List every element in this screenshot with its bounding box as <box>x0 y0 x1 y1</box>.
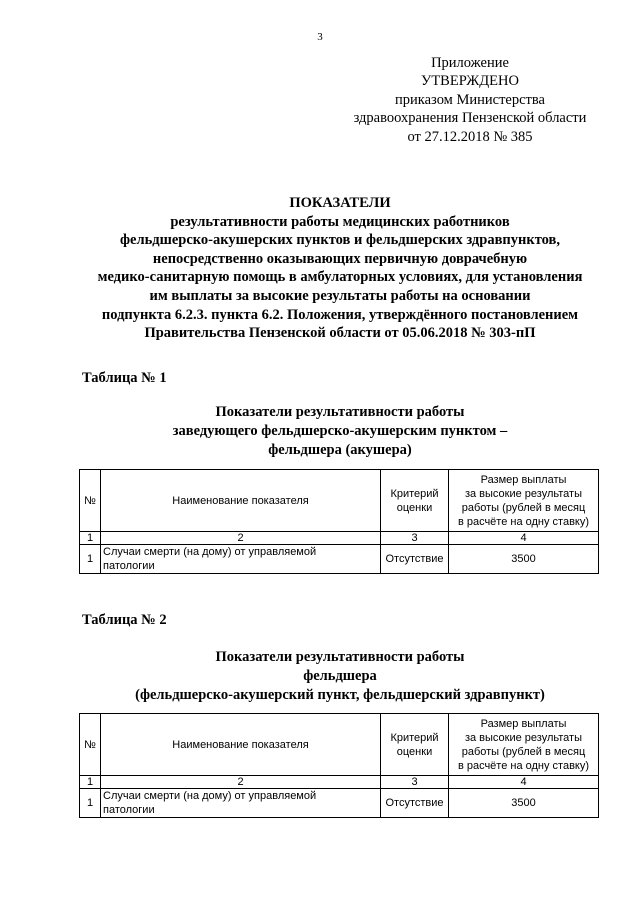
approval-line: от 27.12.2018 № 385 <box>407 128 533 145</box>
table2-label: Таблица № 2 <box>82 612 167 628</box>
table-row <box>80 545 599 574</box>
row-criterion: Отсутствие <box>381 545 449 574</box>
approval-line: здравоохранения Пензенской области <box>353 110 587 127</box>
document-title <box>60 194 620 343</box>
row-amount: 3500 <box>449 545 599 574</box>
table-header-row <box>80 714 599 776</box>
header-payment-line: Размер выплаты <box>480 473 567 486</box>
table2 <box>79 713 599 818</box>
header-criterion <box>381 714 449 776</box>
approval-line: УТВЕРЖДЕНО <box>421 73 519 90</box>
header-payment-line: за высокие результаты <box>464 487 583 500</box>
column-number-row <box>80 776 599 789</box>
title-line: фельдшерско-акушерских пунктов и фельдшерских здравпунктов, <box>119 232 560 249</box>
header-criterion-line: Критерий <box>390 487 439 500</box>
table-row <box>80 789 599 818</box>
header-payment-line: работы (рублей в месяц <box>461 501 586 514</box>
column-number: 1 <box>80 532 101 545</box>
row-num: 1 <box>80 789 101 818</box>
header-name: Наименование показателя <box>101 714 381 776</box>
column-number: 2 <box>101 532 381 545</box>
header-payment-line: Размер выплаты <box>480 717 567 730</box>
title-line: ПОКАЗАТЕЛИ <box>289 195 391 211</box>
title-line: Правительства Пензенской области от 05.06.2018 № 303-пП <box>144 325 536 342</box>
column-number: 4 <box>449 776 599 789</box>
row-amount: 3500 <box>449 789 599 818</box>
header-name: Наименование показателя <box>101 470 381 532</box>
approval-block <box>330 54 610 146</box>
caption-line: (фельдшерско-акушерский пункт, фельдшерский здравпункт) <box>135 687 545 703</box>
approval-line: Приложение <box>431 55 509 71</box>
row-indicator-line: патологии <box>103 804 155 816</box>
title-line: результативности работы медицинских работников <box>170 213 510 230</box>
row-indicator-line: Случаи смерти (на дому) от управляемой <box>103 790 317 802</box>
header-num: № <box>80 714 101 776</box>
header-criterion <box>381 470 449 532</box>
column-number: 1 <box>80 776 101 789</box>
row-num: 1 <box>80 545 101 574</box>
table1-label: Таблица № 1 <box>82 370 167 386</box>
caption-line: Показатели результативности работы <box>215 404 465 420</box>
column-number-row <box>80 532 599 545</box>
table-header-row <box>80 470 599 532</box>
title-line: подпункта 6.2.3. пункта 6.2. Положения, утверждённого постановлением <box>101 306 579 323</box>
header-payment-line: за высокие результаты <box>464 731 583 744</box>
header-criterion-line: оценки <box>396 501 433 514</box>
column-number: 4 <box>449 532 599 545</box>
column-number: 2 <box>101 776 381 789</box>
page-number: 3 <box>317 31 323 43</box>
column-number: 3 <box>381 532 449 545</box>
row-indicator <box>101 789 381 818</box>
header-payment-line: работы (рублей в месяц <box>461 745 586 758</box>
table1 <box>79 469 599 574</box>
header-criterion-line: Критерий <box>390 731 439 744</box>
column-number: 3 <box>381 776 449 789</box>
row-indicator-line: патологии <box>103 560 155 572</box>
header-payment <box>449 714 599 776</box>
approval-line: приказом Министерства <box>395 91 545 108</box>
header-num: № <box>80 470 101 532</box>
title-line: медико-санитарную помощь в амбулаторных условиях, для установления <box>97 269 583 286</box>
caption-line: Показатели результативности работы <box>215 649 465 665</box>
header-payment <box>449 470 599 532</box>
row-indicator-line: Случаи смерти (на дому) от управляемой <box>103 546 317 558</box>
table1-caption <box>60 403 620 460</box>
table2-caption <box>60 648 620 705</box>
title-line: им выплаты за высокие результаты работы на основании <box>149 287 531 304</box>
caption-line: фельдшера (акушера) <box>268 442 412 458</box>
caption-line: заведующего фельдшерско-акушерским пунктом – <box>172 423 508 439</box>
header-payment-line: в расчёте на одну ставку) <box>457 515 590 528</box>
row-indicator <box>101 545 381 574</box>
title-line: непосредственно оказывающих первичную доврачебную <box>152 250 528 267</box>
row-criterion: Отсутствие <box>381 789 449 818</box>
header-payment-line: в расчёте на одну ставку) <box>457 759 590 772</box>
caption-line: фельдшера <box>303 668 377 684</box>
header-criterion-line: оценки <box>396 745 433 758</box>
